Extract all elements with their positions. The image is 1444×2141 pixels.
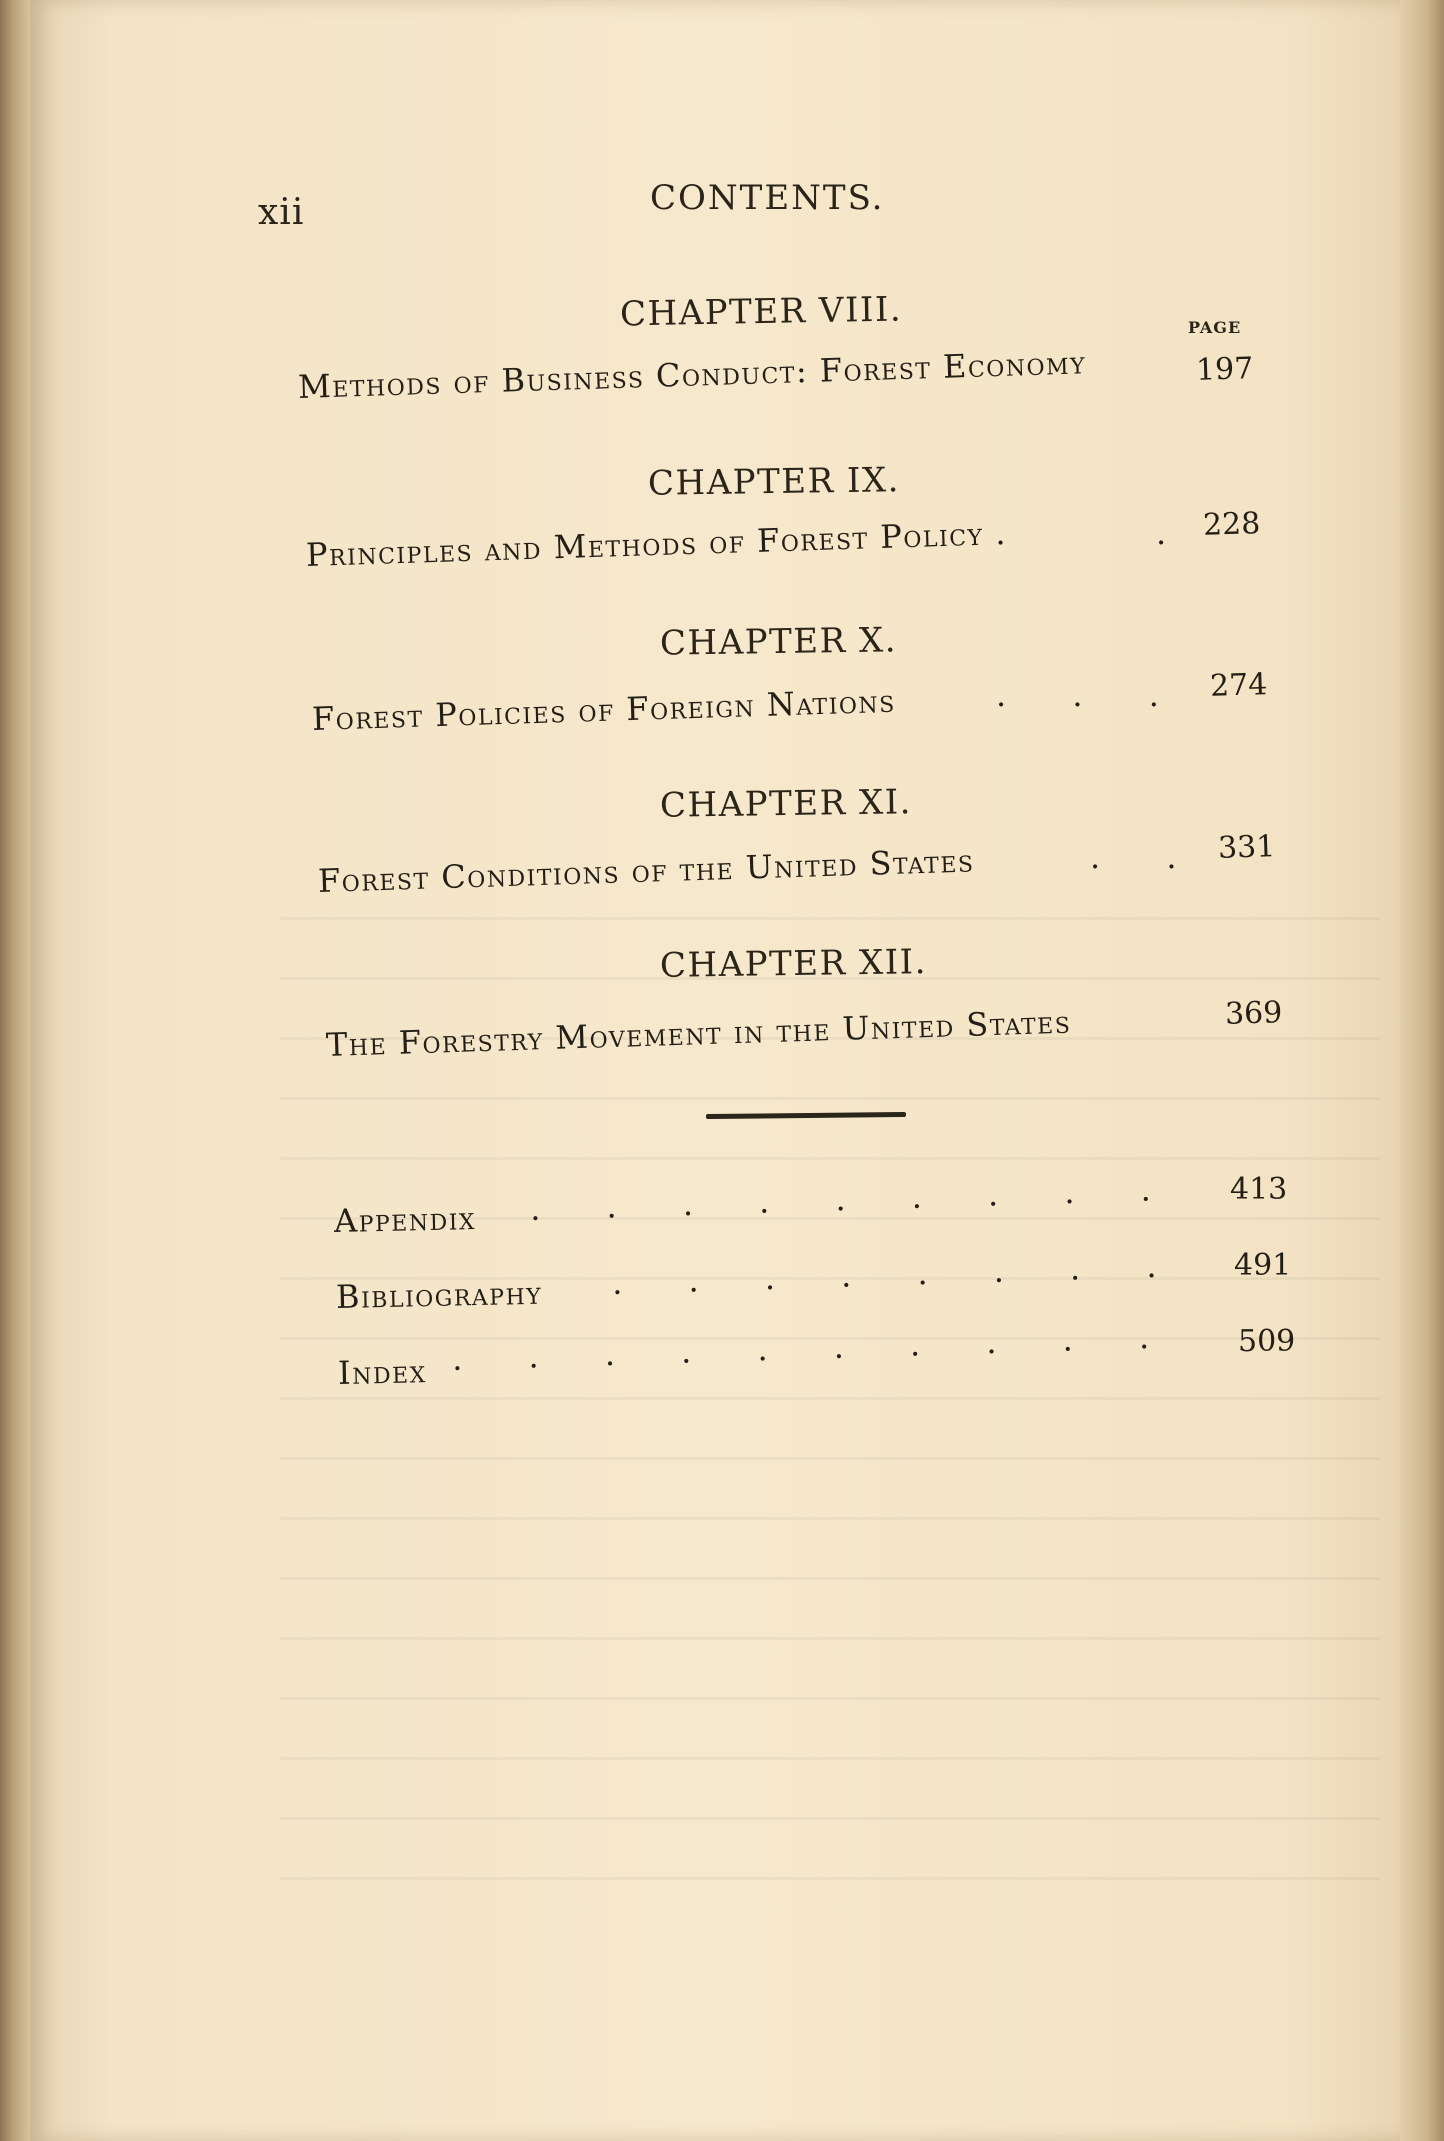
chapter-heading-xi: CHAPTER XI. bbox=[659, 782, 913, 826]
toc-entry-page-chapter-xi: 331 bbox=[1217, 829, 1276, 866]
toc-entry-page-chapter-viii: 197 bbox=[1195, 351, 1254, 388]
page-column-label: PAGE bbox=[1188, 318, 1242, 337]
page-folio: xii bbox=[258, 192, 305, 233]
toc-entry-title-index[interactable]: Index bbox=[337, 1352, 428, 1392]
toc-entry-dots-appendix: . . . . . . . . . bbox=[529, 1169, 1180, 1228]
toc-entry-dots-chapter-x: . . . bbox=[996, 676, 1187, 714]
toc-entry-title-chapter-x[interactable]: Forest Policies of Foreign Nations bbox=[311, 681, 897, 738]
toc-entry-dots-bibliography: . . . . . . . . bbox=[611, 1246, 1185, 1302]
toc-entry-title-chapter-xi[interactable]: Forest Conditions of the United States bbox=[317, 841, 975, 900]
toc-entry-dots-index: . . . . . . . . . . bbox=[451, 1317, 1178, 1378]
toc-entry-title-chapter-xii[interactable]: The Forestry Movement in the United States bbox=[325, 1002, 1072, 1064]
toc-entry-dots-chapter-xi: . . bbox=[1090, 838, 1205, 876]
toc-entry-dots-chapter-ix: . bbox=[1156, 514, 1195, 552]
toc-entry-title-chapter-viii[interactable]: Methods of Business Conduct: Forest Economy bbox=[297, 343, 1087, 406]
page-edge bbox=[1400, 0, 1444, 2141]
toc-entry-page-chapter-ix: 228 bbox=[1202, 506, 1261, 543]
toc-entry-page-appendix: 413 bbox=[1230, 1172, 1288, 1207]
chapter-heading-ix: CHAPTER IX. bbox=[647, 460, 901, 504]
chapter-heading-viii: CHAPTER VIII. bbox=[619, 289, 903, 335]
toc-entry-page-chapter-xii: 369 bbox=[1224, 995, 1283, 1032]
chapter-heading-xii: CHAPTER XII. bbox=[659, 942, 928, 986]
toc-entry-title-appendix[interactable]: Appendix bbox=[333, 1199, 477, 1240]
toc-entry-page-index: 509 bbox=[1238, 1324, 1296, 1359]
chapter-heading-x: CHAPTER X. bbox=[659, 620, 898, 664]
toc-entry-page-bibliography: 491 bbox=[1234, 1248, 1292, 1283]
toc-entry-title-chapter-ix[interactable]: Principles and Methods of Forest Policy . bbox=[305, 513, 1008, 574]
page-title: CONTENTS. bbox=[650, 178, 885, 218]
book-spine bbox=[0, 0, 30, 2141]
toc-entry-page-chapter-x: 274 bbox=[1209, 667, 1268, 704]
toc-entry-title-bibliography[interactable]: Bibliography bbox=[335, 1273, 543, 1316]
